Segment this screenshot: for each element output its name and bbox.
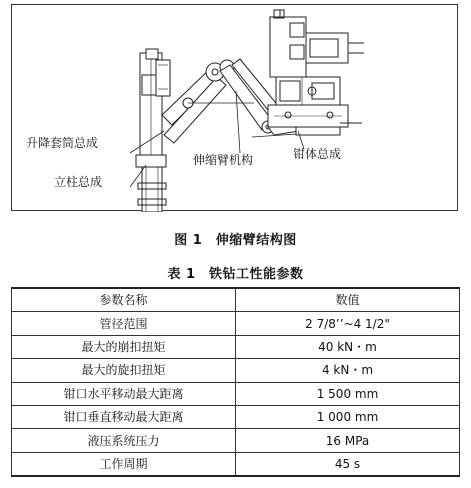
parameter-table bbox=[11, 287, 460, 477]
parameter-value: 1 500 mm bbox=[236, 382, 460, 405]
parameter-value: 40 kN・m bbox=[236, 335, 460, 358]
table-row bbox=[12, 452, 460, 476]
parameter-name: 管径范围 bbox=[12, 312, 236, 335]
column-header-value: 数值 bbox=[236, 288, 460, 312]
figure-caption: 图 1 伸缩臂结构图 bbox=[174, 233, 297, 248]
table-header-row bbox=[12, 288, 460, 312]
table-caption: 表 1 铁钻工性能参数 bbox=[167, 267, 304, 282]
callout-tong-body: 钳体总成 bbox=[293, 147, 342, 161]
parameter-value: 45 s bbox=[236, 452, 460, 476]
table-row bbox=[12, 359, 460, 382]
parameter-name: 最大的旋扣扭矩 bbox=[12, 359, 236, 382]
parameter-value: 1 000 mm bbox=[236, 405, 460, 428]
parameter-name: 钳口水平移动最大距离 bbox=[12, 382, 236, 405]
column-header-name: 参数名称 bbox=[12, 288, 236, 312]
figure-frame bbox=[11, 4, 458, 211]
callout-column: 立柱总成 bbox=[54, 175, 103, 189]
parameter-value: 2 7/8’’~4 1/2" bbox=[236, 312, 460, 335]
table-row bbox=[12, 382, 460, 405]
callout-telescopic-arm: 伸缩臂机构 bbox=[193, 153, 254, 167]
parameter-name: 工作周期 bbox=[12, 452, 236, 476]
table-row bbox=[12, 335, 460, 358]
parameter-name: 液压系统压力 bbox=[12, 429, 236, 452]
parameter-value: 16 MPa bbox=[236, 429, 460, 452]
parameter-name: 最大的崩扣扭矩 bbox=[12, 335, 236, 358]
callout-lift-sleeve: 升降套筒总成 bbox=[26, 136, 99, 150]
table-row bbox=[12, 405, 460, 428]
parameter-name: 钳口垂直移动最大距离 bbox=[12, 405, 236, 428]
parameter-value: 4 kN・m bbox=[236, 359, 460, 382]
table-row bbox=[12, 429, 460, 452]
table-row bbox=[12, 312, 460, 335]
